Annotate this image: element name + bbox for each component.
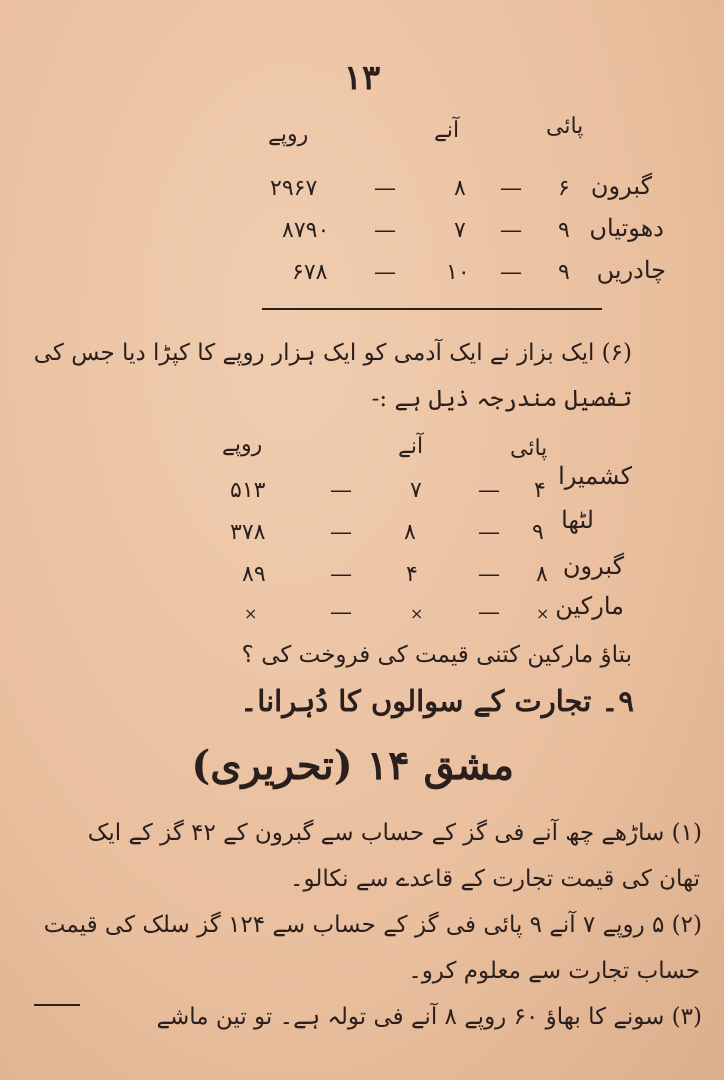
q2-line2: حساب تجارت سے معلوم کرو۔ xyxy=(408,958,700,984)
dash: — xyxy=(330,520,352,545)
cell-pai: ۶ xyxy=(558,176,570,201)
page-number: ۱۳ xyxy=(343,58,381,98)
dash: — xyxy=(374,260,396,285)
row-label: گبرون xyxy=(590,172,652,200)
q6-cell-ane: ۷ xyxy=(410,478,422,503)
q6-cell-ane: ۴ xyxy=(406,562,418,587)
margin-mark xyxy=(34,1004,80,1006)
dash: — xyxy=(478,562,500,587)
cell-rupe: ۶۷۸ xyxy=(292,260,328,285)
table-rule xyxy=(262,308,602,310)
cell-pai: ۹ xyxy=(558,218,570,243)
dash: — xyxy=(374,218,396,243)
header-ane: آنے xyxy=(434,118,460,143)
cell-pai: ۹ xyxy=(558,260,570,285)
dash: — xyxy=(500,260,522,285)
q6-ask: بتاؤ مارکین کتنی قیمت کی فروخت کی ؟ xyxy=(241,642,632,668)
header-pai: پائی xyxy=(546,114,584,139)
q6-cell-rupe: ۵۱۳ xyxy=(230,478,266,503)
cell-ane: ۷ xyxy=(454,218,466,243)
q6-cell-ane: × xyxy=(410,604,424,623)
section-9-title: ۹۔ تجارت کے سوالوں کا دُہرانا۔ xyxy=(240,684,634,718)
q6-cell-rupe: ۳۷۸ xyxy=(230,520,266,545)
dash: — xyxy=(478,478,500,503)
exercise-heading: مشق ۱۴ (تحریری) xyxy=(191,742,514,789)
cell-ane: ۸ xyxy=(454,176,466,201)
q1-line1: (۱) ساڑھے چھ آنے فی گز کے حساب سے گبرون کے ۴۲ گز کے ایک xyxy=(87,820,702,846)
dash: — xyxy=(500,218,522,243)
q2-line1: (۲) ۵ روپے ۷ آنے ۹ پائی فی گز کے حساب سے ۱۲۴ گز سلک کی قیمت xyxy=(43,912,702,938)
q6-cell-rupe: ۸۹ xyxy=(242,562,266,587)
dash: — xyxy=(478,600,500,625)
q6-cell-ane: ۸ xyxy=(404,520,416,545)
q6-line1: (۶) ایک بزاز نے ایک آدمی کو ایک ہزار روپے کا کپڑا دیا جس کی xyxy=(33,340,632,366)
dash: — xyxy=(330,562,352,587)
q6-header-rupe: روپے xyxy=(222,432,263,457)
q6-row-label: کشمیرا xyxy=(558,462,632,490)
cell-ane: ۱۰ xyxy=(446,260,470,285)
q6-cell-pai: ۸ xyxy=(536,562,548,587)
dash: — xyxy=(330,478,352,503)
row-label: چادریں xyxy=(596,256,666,284)
dash: — xyxy=(330,600,352,625)
q1-line2: تھان کی قیمت تجارت کے قاعدے سے نکالو۔ xyxy=(290,866,700,892)
header-rupe: روپے xyxy=(268,122,309,147)
q6-row-label: مارکین xyxy=(555,592,624,620)
q3-line1: (۳) سونے کا بھاؤ ۶۰ روپے ۸ آنے فی تولہ ہے۔ تو تین ماشے xyxy=(156,1004,702,1030)
dash: — xyxy=(374,176,396,201)
q6-cell-pai: ۹ xyxy=(532,520,544,545)
q6-cell-pai: ۴ xyxy=(534,478,546,503)
row-label: دھوتیاں xyxy=(589,214,664,242)
cell-rupe: ۸۷۹۰ xyxy=(282,218,330,243)
q6-header-ane: آنے xyxy=(398,434,424,459)
dash: — xyxy=(478,520,500,545)
q6-cell-pai: × xyxy=(536,604,550,623)
q6-header-pai: پائی xyxy=(510,436,548,461)
q6-cell-rupe: × xyxy=(244,604,258,623)
cell-rupe: ۲۹۶۷ xyxy=(270,176,318,201)
q6-row-label: لٹھا xyxy=(561,506,594,534)
q6-line2: تفصیل مندرجہ ذیل ہے :- xyxy=(371,386,632,412)
dash: — xyxy=(500,176,522,201)
q6-row-label: گبرون xyxy=(562,552,624,580)
